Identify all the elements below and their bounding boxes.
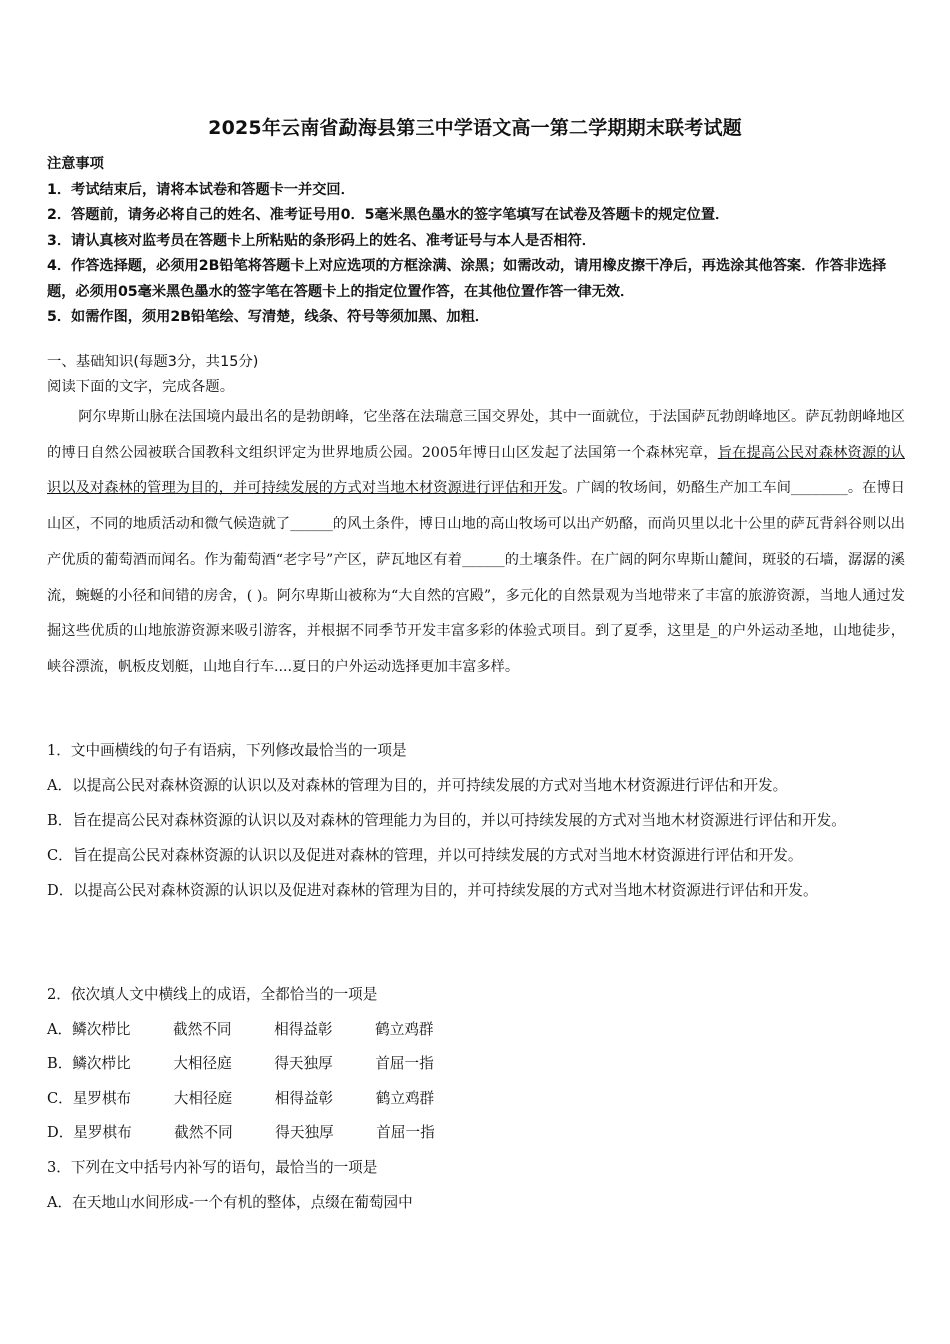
notes-item: 5．如需作图，须用2B铅笔绘、写清楚，线条、符号等须加黑、加粗． — [47, 309, 489, 325]
option-b — [47, 1047, 909, 1082]
notes-item: 2．答题前，请务必将自己的姓名、准考证号用0．5毫米黑色墨水的签字笔填写在试卷及答题卡的规定位置． — [47, 207, 730, 223]
idiom: 星罗棋布 — [72, 1089, 132, 1107]
section-intro: 阅读下面的文字，完成各题。 — [47, 379, 235, 395]
underlined-sentence: 旨在提高公民对森林资源的认识以及对森林的管理为目的，并可持续发展的方式对当地木材资源进行评估和开发 — [47, 444, 905, 497]
question-stem: 1．文中画横线的句子有语病，下列修改最恰当的一项是 — [47, 742, 407, 759]
idiom: 鳞次栉比 — [72, 1020, 131, 1038]
question-2 — [47, 978, 909, 1151]
section-heading: 一、基础知识(每题3分，共15分) — [47, 354, 259, 370]
option-a: A．在天地山水间形成-一个有机的整体，点缀在葡萄园中 — [47, 1193, 413, 1211]
option-d: D．以提高公民对森林资源的认识以及促进对森林的管理为目的，并可持续发展的方式对当地木材资源进行评估和开发。 — [47, 882, 818, 899]
option-letter: A． — [47, 1020, 73, 1038]
idiom: 鹤立鸡群 — [375, 1089, 435, 1107]
notes-item: 4．作答选择题，必须用2B铅笔将答题卡上对应选项的方框涂满、涂黑；如需改动，请用橡皮擦干净后，再选涂其他答案．作答非选择题，必须用05毫米黑色墨水的签字笔在答题卡上的指定位置作答，在其他位置作答一律无效． — [47, 258, 887, 300]
idiom: 首屈一指 — [375, 1055, 434, 1073]
idiom: 得天独厚 — [275, 1124, 334, 1142]
page-title: 2025年云南省勐海县第三中学语文高一第二学期期末联考试题 — [208, 117, 742, 139]
notes-item: 3．请认真核对监考员在答题卡上所粘贴的条形码上的姓名、准考证号与本人是否相符． — [47, 232, 596, 249]
question-3 — [47, 1151, 909, 1220]
idiom: 相得益彰 — [274, 1020, 333, 1038]
reading-passage — [47, 400, 905, 686]
question-stem: 3．下列在文中括号内补写的语句，最恰当的一项是 — [47, 1159, 378, 1176]
question-stem: 2．依次填人文中横线上的成语，全都恰当的一项是 — [47, 986, 378, 1003]
option-c — [47, 1082, 909, 1117]
notes-item: 1．考试结束后，请将本试卷和答题卡一并交回． — [47, 181, 355, 198]
idiom: 大相径庭 — [173, 1089, 233, 1107]
option-a: A．以提高公民对森林资源的认识以及对森林的管理为目的，并可持续发展的方式对当地木材资源进行评估和开发。 — [47, 777, 788, 794]
passage-paragraph — [47, 400, 905, 686]
option-d — [47, 1116, 909, 1151]
option-letter: D． — [47, 1124, 74, 1142]
option-b: B．旨在提高公民对森林资源的认识以及对森林的管理能力为目的，并以可持续发展的方式对当地木材资源进行评估和开发。 — [47, 812, 846, 829]
idiom: 截然不同 — [174, 1124, 233, 1142]
idiom: 首屈一指 — [376, 1124, 435, 1142]
passage-text-2: 。广阔的牧场间，奶酪生产加工车间________。在博日山区，不同的地质活动和微气候造就了______的风土条件，博日山地的高山牧场可以出产奶酪，而尚贝里以北十公里的萨瓦背斜谷则以出产优质的葡萄酒而闻名。作为葡萄酒“老字号”产区，萨瓦地区有着______的土壤条件。在广阔的阿尔卑斯山麓间，斑驳的石墙，潺潺的溪流，蜿蜒的小径和间错的房舍，( )。阿尔卑斯山被称为“大自然的宫殿”，多元化的自然景观为当地带来了丰富的旅游资源，当地人通过发掘这些优质的山地旅游资源来吸引游客，并根据不同季节开发丰富多彩的体验式项目。到了夏季，这里是_的户外运动圣地，山地徒步，峡谷漂流，帆板皮划艇，山地自行车....夏日的户外运动选择更加丰富多样。 — [47, 480, 905, 675]
option-letter: B． — [47, 1055, 73, 1073]
option-letter: C． — [47, 1089, 73, 1107]
idiom: 鳞次栉比 — [72, 1055, 131, 1073]
idiom: 截然不同 — [173, 1020, 232, 1038]
question-1 — [47, 733, 909, 908]
option-a — [47, 1013, 909, 1048]
passage-text-1: 阿尔卑斯山脉在法国境内最出名的是勃朗峰，它坐落在法瑞意三国交界处，其中一面就位，于法国萨瓦勃朗峰地区。萨瓦勃朗峰地区的博日自然公园被联合国教科文组织评定为世界地质公园。2005年博日山区发起了法国第一个森林宪章， — [47, 409, 905, 461]
notes-heading: 注意事项 — [47, 156, 104, 172]
idiom: 得天独厚 — [274, 1055, 333, 1073]
idiom: 相得益彰 — [274, 1089, 334, 1107]
notes-block — [47, 152, 907, 331]
idiom: 大相径庭 — [173, 1055, 232, 1073]
option-c: C．旨在提高公民对森林资源的认识以及促进对森林的管理，并以可持续发展的方式对当地木材资源进行评估和开发。 — [47, 847, 803, 864]
idiom: 鹤立鸡群 — [375, 1020, 434, 1038]
idiom: 星罗棋布 — [73, 1124, 132, 1142]
